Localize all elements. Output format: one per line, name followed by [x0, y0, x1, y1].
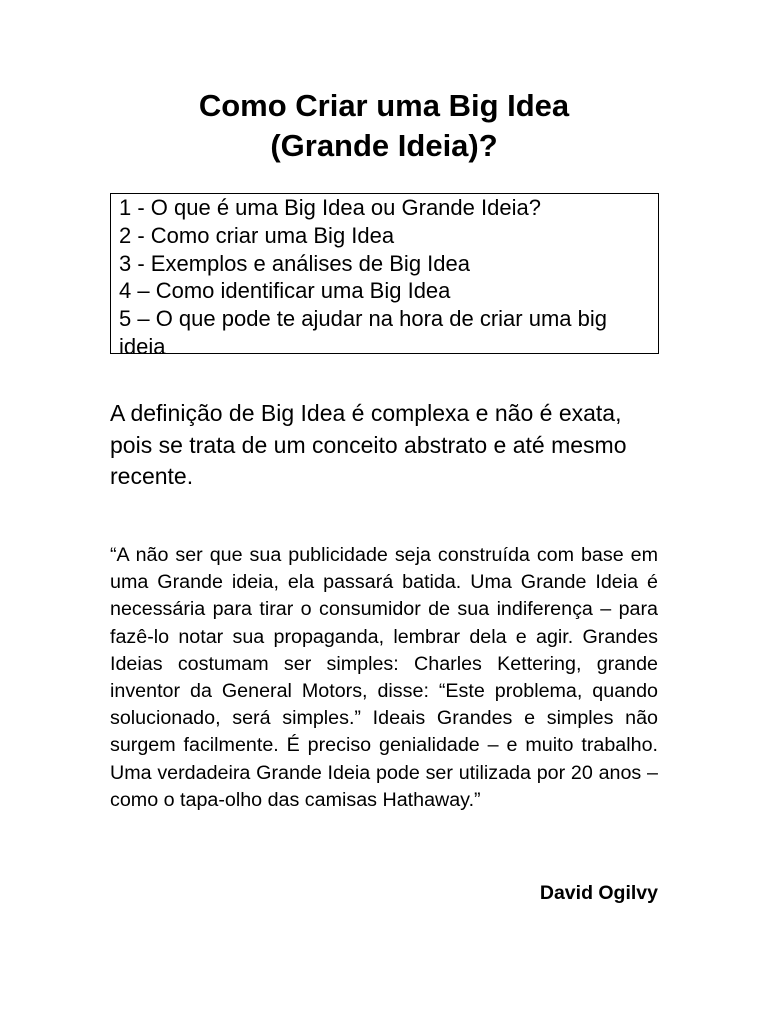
table-of-contents — [110, 193, 659, 359]
quote-paragraph: “A não ser que sua publicidade seja construída com base em uma Grande ideia, ela passará batida. Uma Grande Ideia é necessária para tirar o consumidor de sua indiferença – para fazê-lo notar sua propaganda, lembrar dela e agir. Grandes Ideias costumam ser simples: Charles Kettering, grande inventor da General Motors, disse: “Este problema, quando solucionado, será simples.” Ideais Grandes e simples não surgem facilmente. É preciso genialidade – e muito trabalho. Uma verdadeira Grande Ideia pode ser utilizada por 20 anos – como o tapa-olho das camisas Hathaway.” — [110, 544, 658, 811]
page-title — [0, 86, 768, 166]
toc-item: 2 - Como criar uma Big Idea — [119, 222, 395, 248]
toc-item: 3 - Exemplos e análises de Big Idea — [119, 250, 470, 276]
toc-item: 4 – Como identificar uma Big Idea — [119, 278, 451, 304]
page-title-line-2: (Grande Ideia)? — [270, 128, 498, 163]
quote-author: David Ogilvy — [539, 882, 658, 904]
page-title-line-1: Como Criar uma Big Idea — [198, 88, 570, 123]
toc-item: 5 – O que pode te ajudar na hora de criar uma big ideia — [119, 306, 607, 359]
toc-item: 1 - O que é uma Big Idea ou Grande Ideia? — [119, 195, 541, 220]
intro-paragraph: A definição de Big Idea é complexa e não é exata, pois se trata de um conceito abstrato e até mesmo recente. — [110, 400, 627, 489]
